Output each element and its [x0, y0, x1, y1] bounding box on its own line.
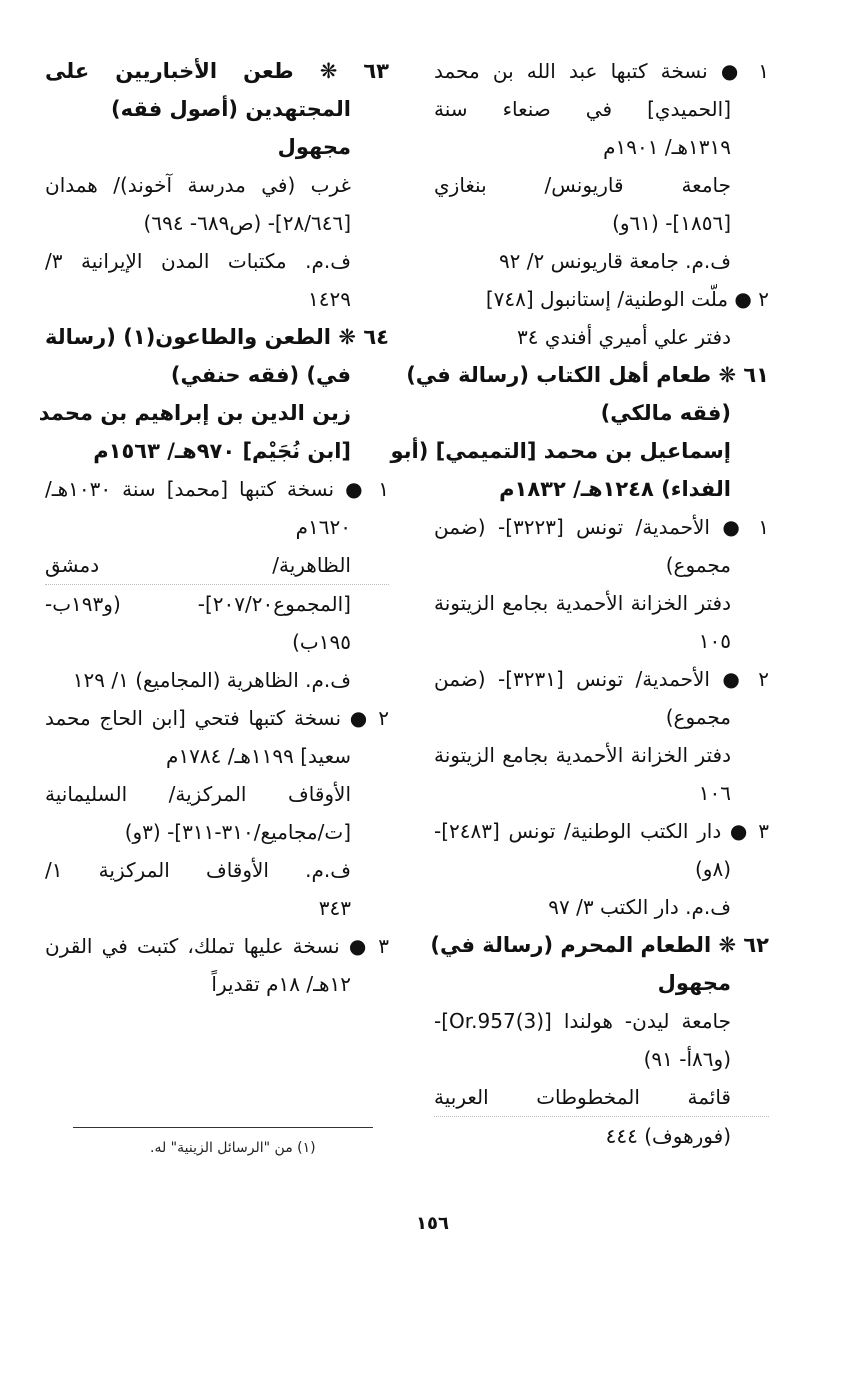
right-column-line: ٢ ● الأحمدية/ تونس [٣٢٣١]- (ضمن [434, 667, 770, 691]
left-column-line: [ابن نُجَيْم] ٩٧٠هـ/ ١٥٦٣م [93, 439, 351, 463]
left-column-line: ف.م. الظاهرية (المجاميع) ١/ ١٢٩ [72, 668, 351, 692]
left-column-line: [المجموع٢٠٧/٢٠]- (و١٩٣ب- [45, 592, 351, 616]
left-column-line: ٣ ● نسخة عليها تملك، كتبت في القرن [45, 934, 389, 958]
right-column-line: إسماعيل بن محمد [التميمي] (أبو [390, 439, 731, 463]
right-column-line: ٣ ● دار الكتب الوطنية/ تونس [٢٤٨٣]- [434, 819, 769, 843]
right-column-line: مجموع) [665, 553, 731, 577]
right-column-line: [الحميدي] في صنعاء سنة [434, 97, 731, 121]
right-column-line: ف.م. دار الكتب ٣/ ٩٧ [548, 895, 731, 919]
left-column-line: ٦٤ ❋ الطعن والطاعون(١) (رسالة [45, 325, 389, 349]
right-column-line: مجموع) [665, 705, 731, 729]
left-column-line: ١٤٢٩ [308, 287, 351, 311]
left-column-line: ١٢هـ/ ١٨م تقديراً [211, 972, 351, 996]
right-column-line: ف.م. جامعة قاريونس ٢/ ٩٢ [498, 249, 731, 273]
left-column-line: [٢٨/٦٤٦]- (ص٦٨٩- ٦٩٤) [143, 211, 351, 235]
right-column-line: [١٨٥٦]- (٦١و) [612, 211, 731, 235]
right-column [390, 52, 770, 1155]
left-column-line: ٦٣ ❋ طعن الأخباريين على [45, 59, 389, 83]
right-column-line: قائمة المخطوطات العربية [434, 1078, 769, 1117]
left-column-line: غرب (في مدرسة آخوند)/ همدان [45, 173, 351, 197]
left-column-line: الأوقاف المركزية/ السليمانية [45, 782, 351, 806]
right-column-line: (٨و) [694, 857, 731, 881]
left-column-line: ف.م. مكتبات المدن الإيرانية ٣/ [45, 249, 351, 273]
right-column-line: جامعة ليدن- هولندا [Or.957(3)]- [434, 1009, 731, 1033]
right-column-line: مجهول [657, 971, 731, 995]
page-number: ١٥٦ [416, 1213, 449, 1234]
left-column-line: ١٩٥ب) [292, 630, 351, 654]
right-column-line: (و٨٦أ- ٩١) [643, 1047, 731, 1071]
right-column-line: ٦١ ❋ طعام أهل الكتاب (رسالة في) [406, 363, 769, 387]
right-column-line: ١٠٥ [698, 629, 731, 653]
right-column-line: (فورهوف) ٤٤٤ [605, 1124, 731, 1148]
right-column-line: ١٠٦ [698, 781, 731, 805]
right-column-line: الفداء) ١٢٤٨هـ/ ١٨٣٢م [499, 477, 731, 501]
left-column [38, 52, 389, 1003]
left-column-line: سعيد] ١١٩٩هـ/ ١٧٨٤م [166, 744, 351, 768]
right-column-line: دفتر علي أميري أفندي ٣٤ [517, 325, 731, 349]
left-column-line: زين الدين بن إبراهيم بن محمد [38, 401, 351, 425]
left-column-line: ٣٤٣ [318, 896, 351, 920]
right-column-line: جامعة قاريونس/ بنغازي [434, 173, 731, 197]
right-column-line: ١ ● نسخة كتبها عبد الله بن محمد [434, 59, 769, 83]
right-column-line: دفتر الخزانة الأحمدية بجامع الزيتونة [434, 743, 731, 767]
left-column-line: ١٦٢٠م [295, 515, 351, 539]
left-column-line: ١ ● نسخة كتبها [محمد] سنة ١٠٣٠هـ/ [45, 477, 389, 501]
left-column-line: ٢ ● نسخة كتبها فتحي [ابن الحاج محمد [45, 706, 389, 730]
right-column-line: ٢ ● ملّت الوطنية/ إستانبول [٧٤٨] [485, 287, 769, 311]
right-column-line: ١٣١٩هـ/ ١٩٠١م [603, 135, 731, 159]
right-column-line: ١ ● الأحمدية/ تونس [٣٢٢٣]- (ضمن [434, 515, 770, 539]
left-column-line: المجتهدين (أصول فقه) [111, 97, 351, 121]
footnote: (١) من "الرسائل الزينية" له. [150, 1140, 316, 1156]
left-column-line: ف.م. الأوقاف المركزية ١/ [45, 858, 351, 882]
left-column-line: الظاهرية/ دمشق [45, 546, 389, 585]
left-column-line: مجهول [277, 135, 351, 159]
right-column-line: ٦٢ ❋ الطعام المحرم (رسالة في) [430, 933, 769, 957]
left-column-line: في) (فقه حنفي) [170, 363, 351, 387]
left-column-line: [ت/مجاميع/٣١٠-٣١١]- (٣و) [124, 820, 351, 844]
right-column-line: دفتر الخزانة الأحمدية بجامع الزيتونة [434, 591, 731, 615]
right-column-line: (فقه مالكي) [600, 401, 731, 425]
footnote-divider [73, 1127, 373, 1128]
